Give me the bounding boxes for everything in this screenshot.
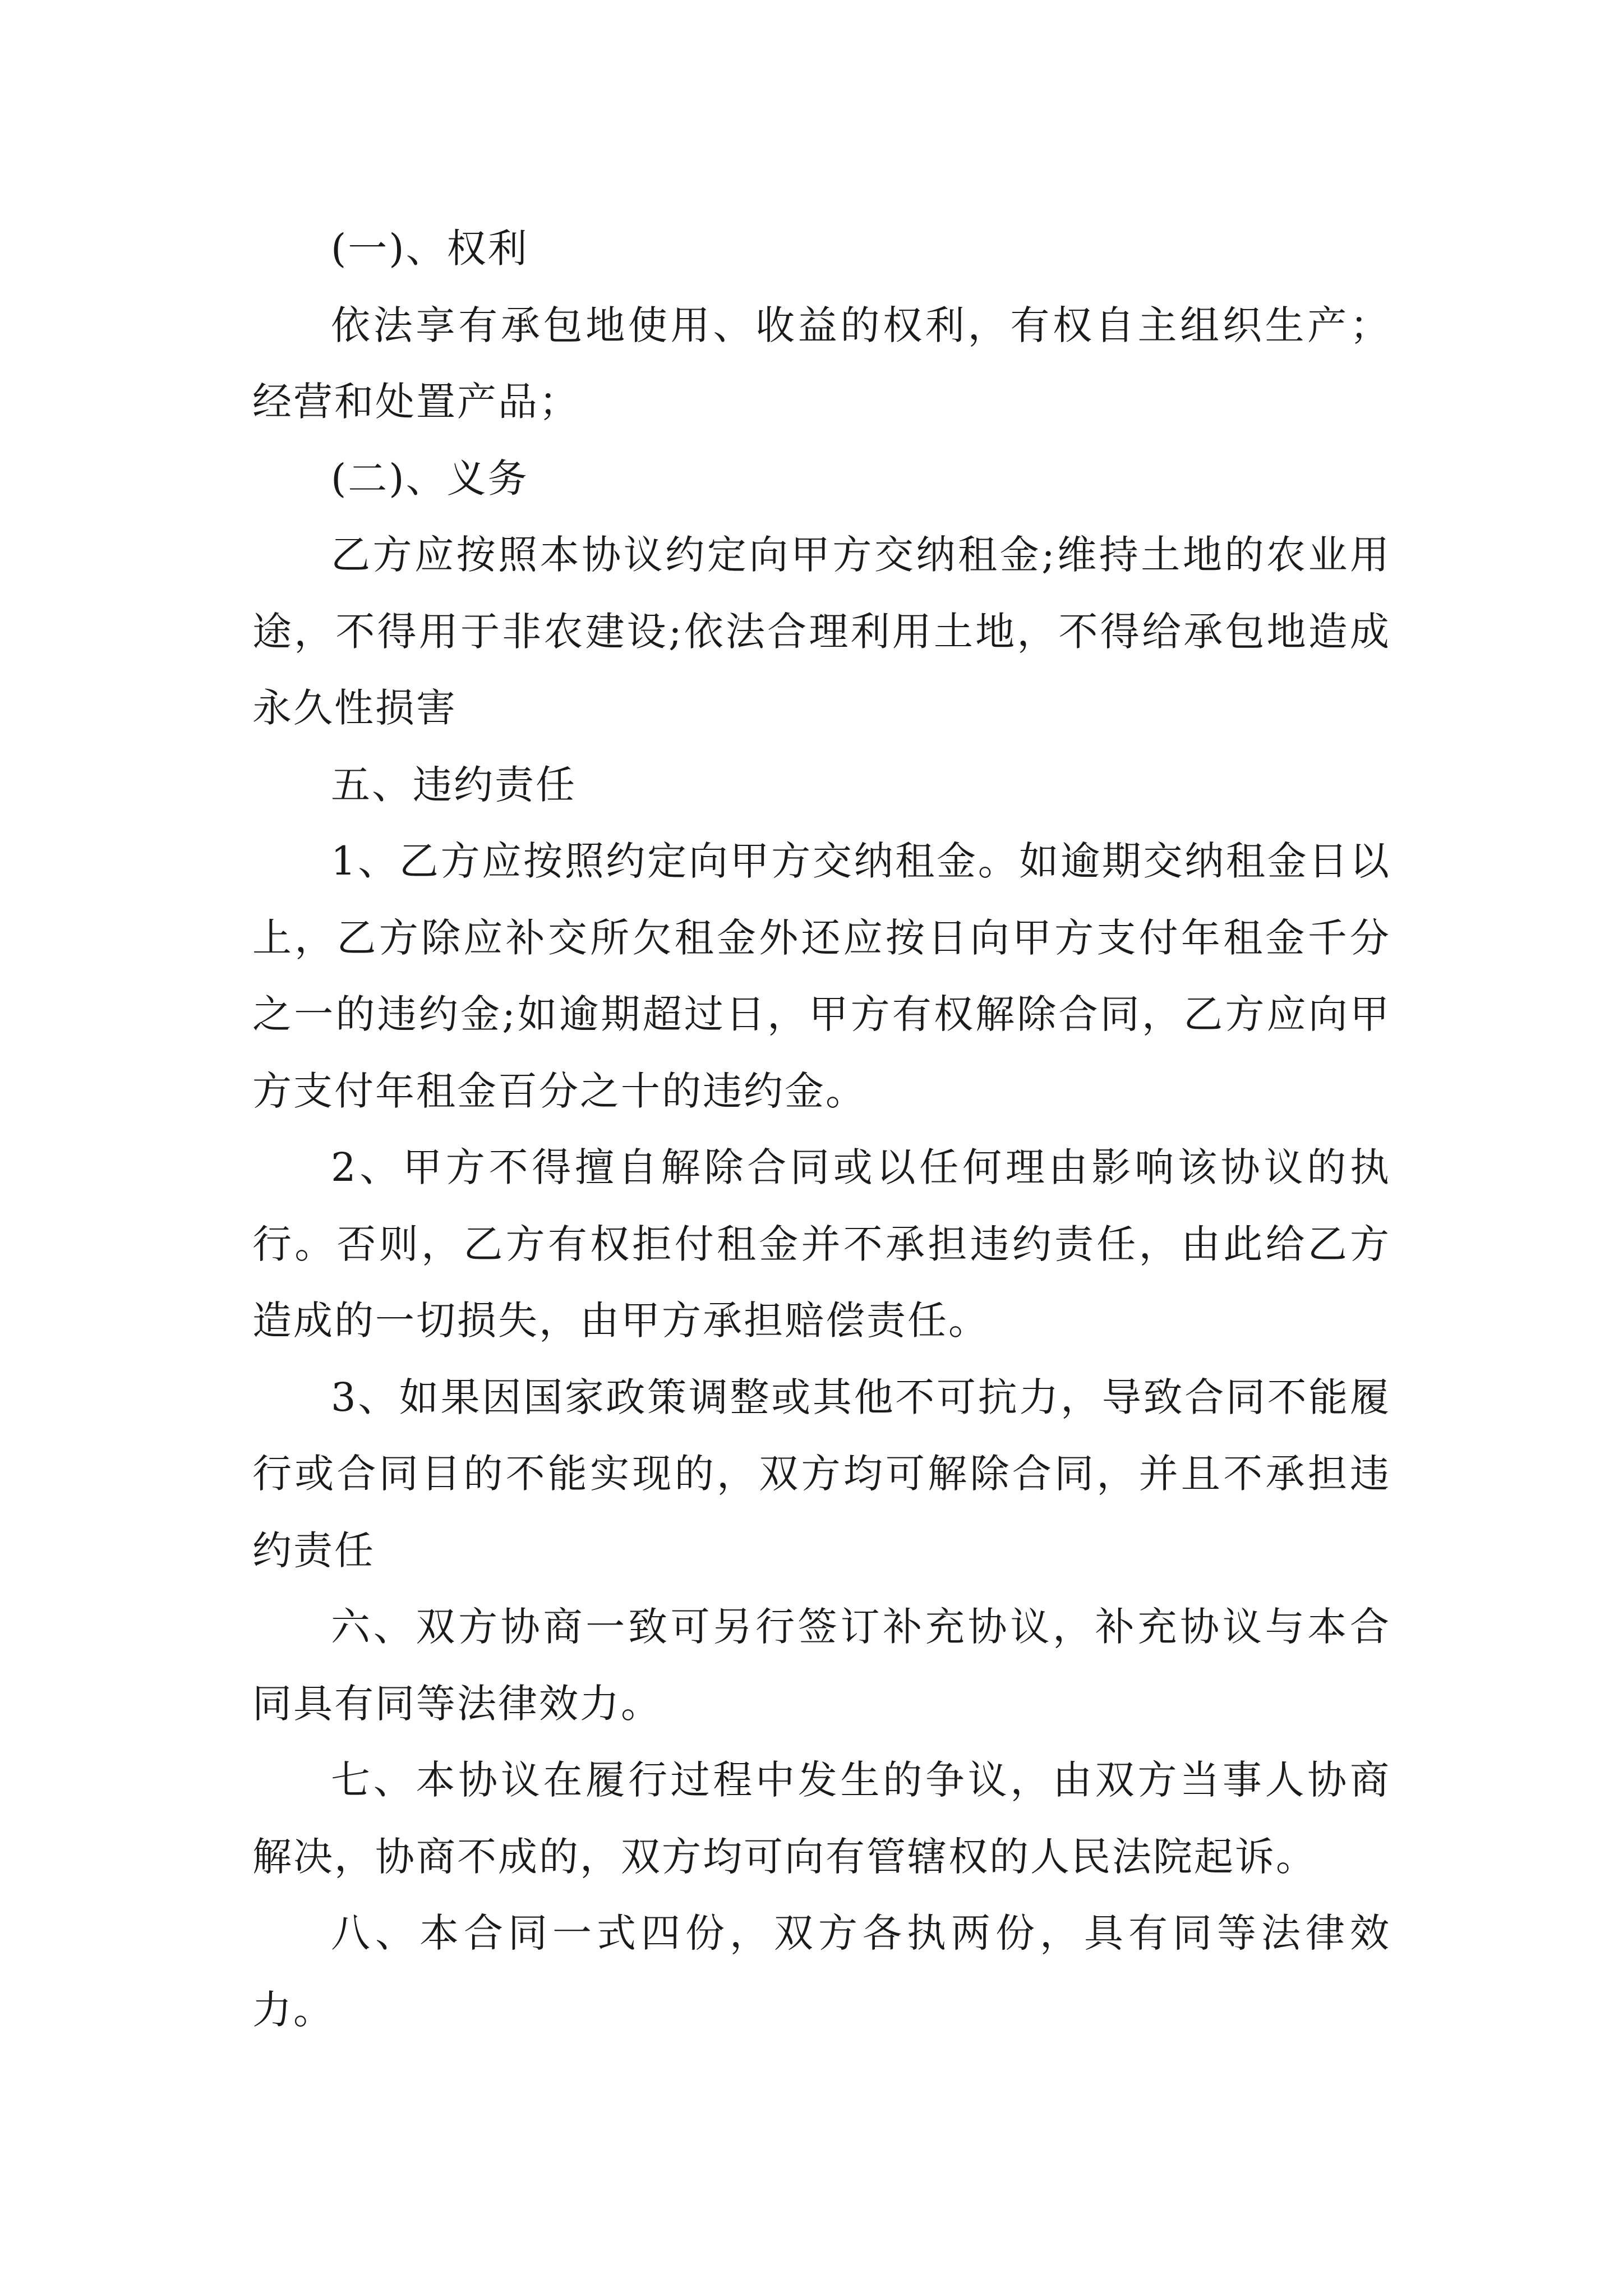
paragraph-section-7: 七、本协议在履行过程中发生的争议，由双方当事人协商解决，协商不成的，双方均可向有管辖权的人民法院起诉。: [252, 1757, 1391, 1880]
document-body: [252, 210, 1391, 2048]
paragraph-breach-item-2: 2、甲方不得擅自解除合同或以任何理由影响该协议的执行。否则，乙方有权拒付租金并不承担违约责任，由此给乙方造成的一切损失，由甲方承担赔偿责任。: [252, 1144, 1391, 1343]
paragraph-breach-item-1: 1、乙方应按照约定向甲方交纳租金。如逾期交纳租金日以上，乙方除应补交所欠租金外还应按日向甲方支付年租金千分之一的违约金;如逾期超过日，甲方有权解除合同，乙方应向甲方支付年租金百分之十的违约金。: [252, 838, 1391, 1114]
paragraph-breach-item-3: 3、如果因国家政策调整或其他不可抗力，导致合同不能履行或合同目的不能实现的，双方均可解除合同，并且不承担违约责任: [252, 1374, 1391, 1573]
paragraph-rights-heading: (一)、权利: [331, 226, 529, 272]
paragraph-obligations-heading: (二)、义务: [331, 455, 529, 501]
paragraph-rights-text: 依法享有承包地使用、收益的权利，有权自主组织生产；经营和处置产品；: [252, 302, 1391, 425]
paragraph-obligations-text: 乙方应按照本协议约定向甲方交纳租金;维持土地的农业用途，不得用于非农建设;依法合理利用土地，不得给承包地造成永久性损害: [252, 532, 1391, 731]
paragraph-section-8: 八、本合同一式四份，双方各执两份，具有同等法律效力。: [252, 1910, 1391, 2033]
paragraph-breach-heading: 五、违约责任: [331, 761, 577, 808]
paragraph-section-6: 六、双方协商一致可另行签订补充协议，补充协议与本合同具有同等法律效力。: [252, 1604, 1391, 1727]
